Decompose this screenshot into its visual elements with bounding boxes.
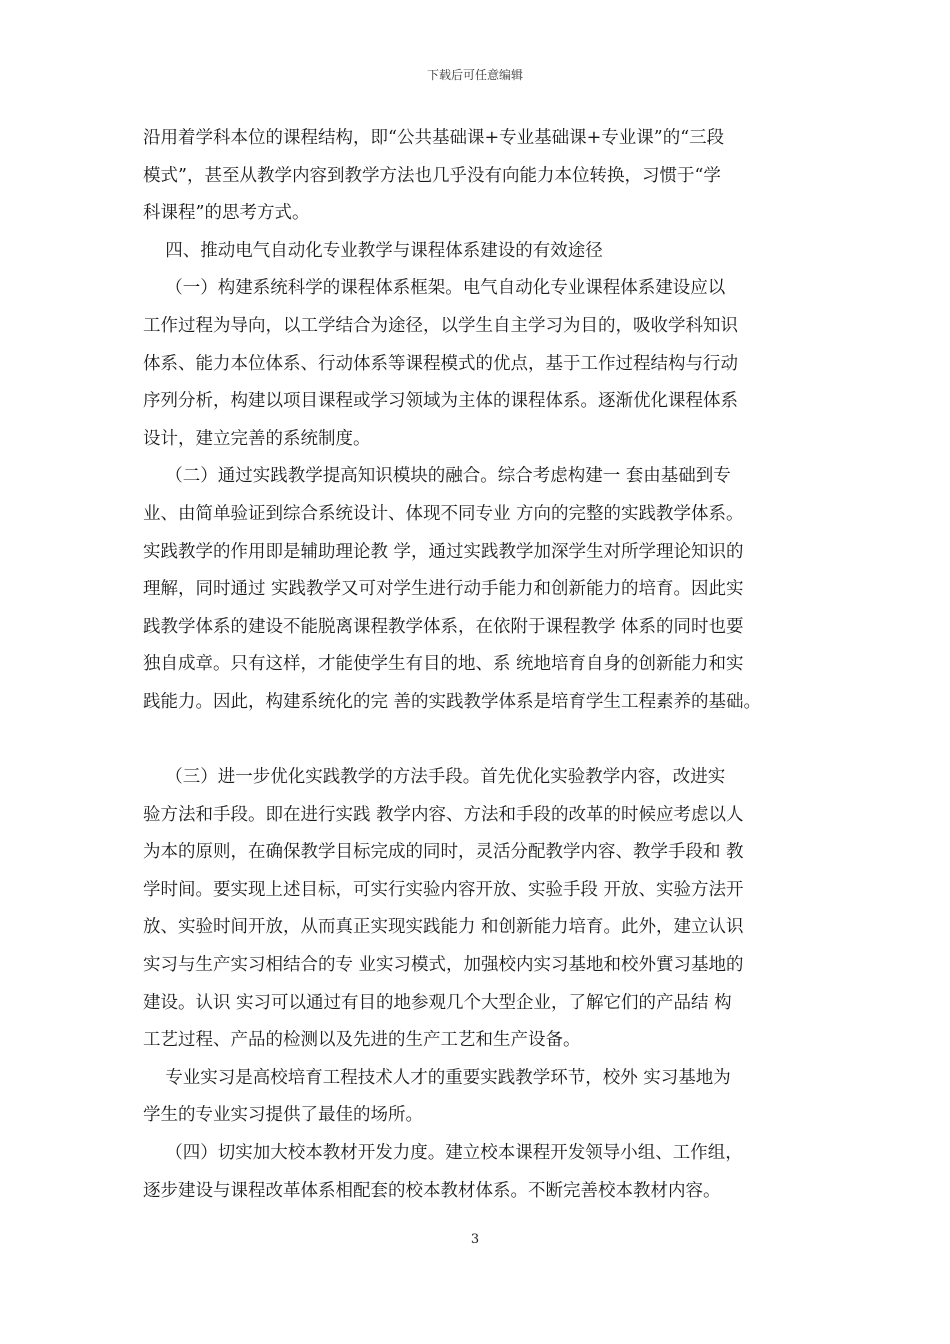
text-line: 学生的专业实习提供了最佳的场所。 [143,1105,423,1126]
document-body [143,120,823,1210]
text-line: 沿用着学科本位的课程结构，即“公共基础课+专业基础课+专业课”的“三段 [143,128,725,148]
text-line: 践能力。因此，构建系统化的完 善的实践教学体系是培育学生工程素养的基础。 [143,691,762,712]
text-line: 建设。认识 实习可以通过有目的地参观几个大型企业，了解它们的产品结 构 [143,992,732,1013]
text-line: 实习与生产实习相结合的专 业实习模式，加强校内实习基地和校外實习基地的 [143,955,744,976]
text-line: 四、推动电气自动化专业教学与课程体系建设的有效途径 [143,240,603,261]
text-line: （二）通过实践教学提高知识模块的融合。综合考虑构建一 套由基础到专 [143,466,731,487]
text-line: （三）进一步优化实践教学的方法手段。首先优化实验教学内容，改进实 [143,767,726,788]
page-number: 3 [470,1232,480,1247]
text-line: 专业实习是高校培育工程技术人才的重要实践教学环节，校外 实习基地为 [143,1067,731,1088]
text-line: 独自成章。只有这样，才能使学生有目的地、系 统地培育自身的创新能力和实 [143,654,744,675]
text-line: 验方法和手段。即在进行实践 教学内容、方法和手段的改革的时候应考虑以人 [143,804,744,825]
text-line: 工艺过程、产品的检测以及先进的生产工艺和生产设备。 [143,1030,581,1051]
text-line: 模式”，甚至从教学内容到教学方法也几乎没有向能力本位转换，习惯于“学 [143,165,721,186]
text-line: （四）切实加大校本教材开发力度。建立校本课程开发领导小组、工作组， [143,1143,743,1164]
text-line: 放、实验时间开放，从而真正实现实践能力 和创新能力培育。此外，建立认识 [143,917,744,938]
text-line: 为本的原则，在确保教学目标完成的同时，灵活分配教学内容、教学手段和 教 [143,842,744,863]
text-line: 践教学体系的建设不能脱离课程教学体系，在依附于课程教学 体系的同时也要 [143,616,744,637]
text-line: 学时间。要实现上述目标，可实行实验内容开放、实验手段 开放、实验方法开 [143,879,744,900]
text-line: 科课程”的思考方式。 [143,203,310,224]
text-line: （一）构建系统科学的课程体系框架。电气自动化专业课程体系建设应以 [143,278,726,299]
page-header: 下载后可任意编辑 [426,68,523,82]
text-line: 逐步建设与课程改革体系相配套的校本教材体系。不断完善校本教材内容。 [143,1180,721,1201]
text-line: 体系、能力本位体系、行动体系等课程模式的优点，基于工作过程结构与行动 [143,353,738,374]
text-line: 业、由简单验证到综合系统设计、体现不同专业 方向的完整的实践教学体系。 [143,503,744,524]
blank-line [143,722,823,760]
text-line: 设计，建立完善的系统制度。 [143,428,371,449]
text-line: 序列分析，构建以项目课程或学习领域为主体的课程体系。逐渐优化课程体系 [143,391,738,412]
text-line: 理解，同时通过 实践教学又可对学生进行动手能力和创新能力的培育。因此实 [143,579,744,600]
text-line: 实践教学的作用即是辅助理论教 学，通过实践教学加深学生对所学理论知识的 [143,541,744,562]
text-line: 工作过程为导向，以工学结合为途径，以学生自主学习为目的，吸收学科知识 [143,315,738,336]
